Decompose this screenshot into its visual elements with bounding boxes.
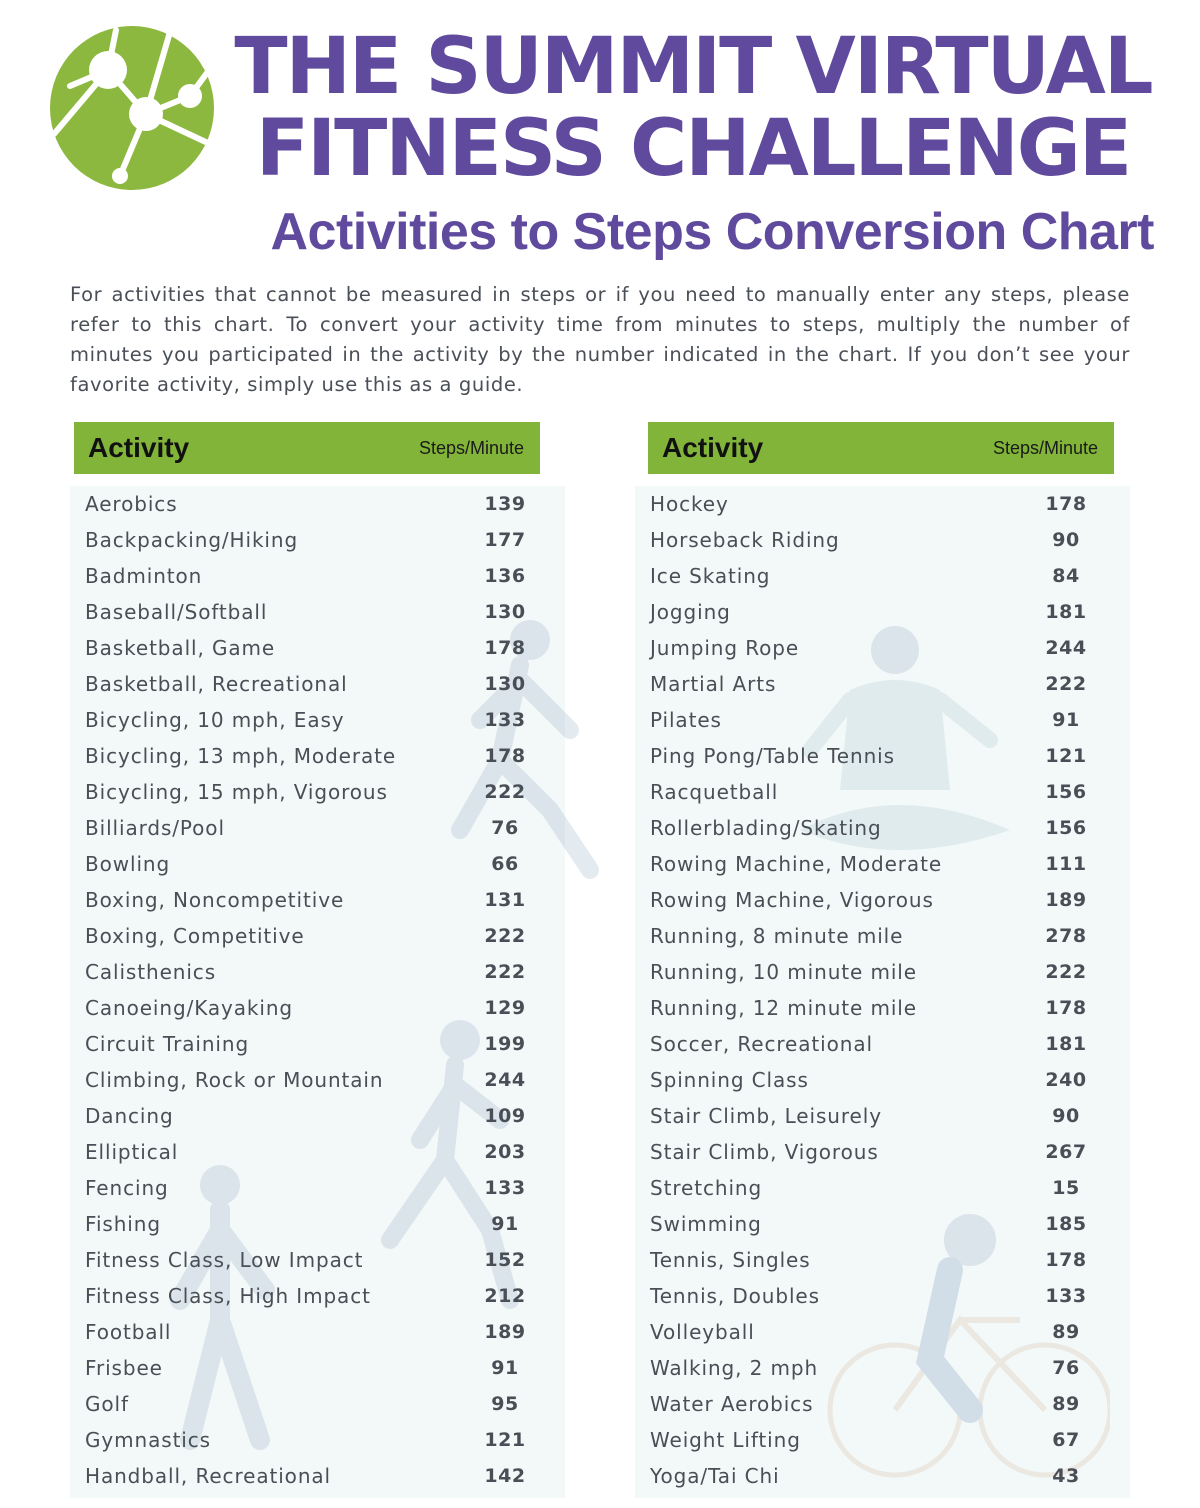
intro-paragraph: For activities that cannot be measured in steps or if you need to manually enter any steps, please refer to this chart. To convert your activity time from minutes to steps, multiply the number of minutes you participated in the activity by the number indicated in the chart. If you don’t see your favorite activity, simply use this as a guide. — [70, 283, 1130, 396]
activity-name: Fishing — [85, 1212, 161, 1236]
table-row — [72, 702, 542, 738]
steps-per-minute: 91 — [1052, 709, 1080, 731]
activity-name: Bicycling, 15 mph, Vigorous — [85, 780, 388, 804]
steps-per-minute: 177 — [484, 529, 526, 551]
steps-per-minute: 67 — [1052, 1429, 1080, 1451]
table-row — [72, 594, 542, 630]
activity-name: Badminton — [85, 564, 203, 588]
page-subtitle: Activities to Steps Conversion Chart — [270, 203, 1154, 261]
table-row — [72, 1170, 542, 1206]
steps-per-minute: 278 — [1045, 925, 1087, 947]
table-row — [646, 774, 1116, 810]
activity-name: Horseback Riding — [650, 528, 840, 552]
steps-per-minute: 178 — [484, 637, 526, 659]
table-row — [72, 1386, 542, 1422]
steps-per-minute: 142 — [484, 1465, 526, 1487]
activity-name: Dancing — [85, 1104, 174, 1128]
table-row — [646, 1170, 1116, 1206]
activity-name: Running, 12 minute mile — [650, 996, 917, 1020]
activity-name: Rollerblading/Skating — [650, 816, 882, 840]
steps-per-minute: 222 — [484, 961, 526, 983]
steps-per-minute: 185 — [1045, 1213, 1087, 1235]
table-row — [72, 1098, 542, 1134]
steps-per-minute: 84 — [1052, 565, 1080, 587]
table-row — [72, 1314, 542, 1350]
column-header-steps: Steps/Minute — [418, 437, 524, 458]
activity-name: Gymnastics — [85, 1428, 211, 1452]
table-row — [72, 1134, 542, 1170]
steps-per-minute: 133 — [1045, 1285, 1087, 1307]
steps-per-minute: 212 — [484, 1285, 526, 1307]
steps-per-minute: 111 — [1045, 853, 1087, 875]
column-header-steps: Steps/Minute — [992, 437, 1098, 458]
activity-name: Fitness Class, High Impact — [85, 1284, 371, 1308]
table-row — [646, 522, 1116, 558]
activity-name: Swimming — [650, 1212, 762, 1236]
steps-per-minute: 178 — [1045, 997, 1087, 1019]
activity-name: Yoga/Tai Chi — [650, 1464, 780, 1488]
table-row — [646, 594, 1116, 630]
steps-per-minute: 90 — [1052, 1105, 1080, 1127]
activity-name: Tennis, Singles — [650, 1248, 811, 1272]
activity-name: Canoeing/Kayaking — [85, 996, 294, 1020]
activity-name: Rowing Machine, Vigorous — [650, 888, 934, 912]
table-row — [72, 1422, 542, 1458]
activity-name: Soccer, Recreational — [650, 1032, 873, 1056]
steps-per-minute: 15 — [1052, 1177, 1080, 1199]
activity-name: Fencing — [85, 1176, 169, 1200]
activity-name: Backpacking/Hiking — [85, 528, 299, 552]
table-row — [646, 882, 1116, 918]
steps-per-minute: 89 — [1052, 1393, 1080, 1415]
steps-per-minute: 130 — [484, 673, 526, 695]
table-row — [646, 1350, 1116, 1386]
activity-name: Rowing Machine, Moderate — [650, 852, 943, 876]
steps-per-minute: 91 — [491, 1357, 519, 1379]
steps-per-minute: 95 — [491, 1393, 519, 1415]
steps-per-minute: 121 — [484, 1429, 526, 1451]
steps-per-minute: 199 — [484, 1033, 526, 1055]
steps-per-minute: 222 — [484, 781, 526, 803]
table-row — [72, 1458, 542, 1494]
steps-per-minute: 156 — [1045, 781, 1087, 803]
steps-per-minute: 133 — [484, 1177, 526, 1199]
steps-per-minute: 109 — [484, 1105, 526, 1127]
table-row — [72, 630, 542, 666]
activity-name: Stretching — [650, 1176, 763, 1200]
activity-name: Boxing, Competitive — [85, 924, 305, 948]
table-row — [646, 918, 1116, 954]
activity-name: Basketball, Game — [85, 636, 276, 660]
activity-name: Martial Arts — [650, 672, 777, 696]
steps-per-minute: 89 — [1052, 1321, 1080, 1343]
activity-name: Volleyball — [650, 1320, 755, 1344]
activity-name: Fitness Class, Low Impact — [85, 1248, 364, 1272]
activity-name: Pilates — [650, 708, 722, 732]
table-row — [72, 1278, 542, 1314]
steps-per-minute: 178 — [484, 745, 526, 767]
steps-per-minute: 267 — [1045, 1141, 1087, 1163]
activity-name: Climbing, Rock or Mountain — [85, 1068, 384, 1092]
table-row — [646, 954, 1116, 990]
table-row — [72, 1026, 542, 1062]
steps-per-minute: 222 — [1045, 673, 1087, 695]
activity-name: Tennis, Doubles — [650, 1284, 820, 1308]
column-header-activity: Activity — [662, 432, 764, 463]
activity-name: Golf — [85, 1392, 129, 1416]
activity-name: Aerobics — [85, 492, 178, 516]
steps-per-minute: 136 — [484, 565, 526, 587]
activity-name: Ping Pong/Table Tennis — [650, 744, 895, 768]
table-row — [646, 486, 1116, 522]
activity-name: Running, 10 minute mile — [650, 960, 917, 984]
steps-per-minute: 129 — [484, 997, 526, 1019]
table-row — [72, 810, 542, 846]
table-row — [72, 1242, 542, 1278]
table-row — [72, 522, 542, 558]
table-row — [72, 738, 542, 774]
steps-per-minute: 76 — [1052, 1357, 1080, 1379]
activity-name: Elliptical — [85, 1140, 179, 1164]
table-row — [646, 1314, 1116, 1350]
steps-per-minute: 43 — [1052, 1465, 1080, 1487]
activity-name: Jumping Rope — [650, 636, 800, 660]
table-row — [72, 918, 542, 954]
table-row — [646, 702, 1116, 738]
table-row — [72, 882, 542, 918]
steps-per-minute: 203 — [484, 1141, 526, 1163]
steps-per-minute: 133 — [484, 709, 526, 731]
steps-per-minute: 131 — [484, 889, 526, 911]
activity-name: Bicycling, 13 mph, Moderate — [85, 744, 397, 768]
steps-per-minute: 130 — [484, 601, 526, 623]
table-row — [646, 990, 1116, 1026]
table-row — [646, 810, 1116, 846]
table-row — [646, 1134, 1116, 1170]
activity-name: Stair Climb, Vigorous — [650, 1140, 879, 1164]
table-row — [72, 486, 542, 522]
summit-logo-icon — [50, 26, 214, 190]
steps-per-minute: 139 — [484, 493, 526, 515]
table-row — [646, 630, 1116, 666]
left-activity-table — [72, 420, 542, 1494]
activity-name: Walking, 2 mph — [650, 1356, 819, 1380]
table-row — [646, 738, 1116, 774]
activity-name: Billiards/Pool — [85, 816, 225, 840]
activity-name: Spinning Class — [650, 1068, 809, 1092]
activity-name: Water Aerobics — [650, 1392, 814, 1416]
activity-name: Jogging — [650, 600, 731, 624]
table-row — [646, 1026, 1116, 1062]
steps-per-minute: 189 — [1045, 889, 1087, 911]
table-row — [72, 1350, 542, 1386]
activity-name: Basketball, Recreational — [85, 672, 348, 696]
steps-per-minute: 178 — [1045, 1249, 1087, 1271]
activity-name: Racquetball — [650, 780, 779, 804]
table-row — [72, 774, 542, 810]
table-row — [646, 1206, 1116, 1242]
activity-name: Baseball/Softball — [85, 600, 268, 624]
steps-per-minute: 189 — [484, 1321, 526, 1343]
table-row — [72, 1062, 542, 1098]
table-row — [646, 1278, 1116, 1314]
activity-name: Circuit Training — [85, 1032, 250, 1056]
activity-name: Bowling — [85, 852, 171, 876]
steps-per-minute: 181 — [1045, 1033, 1087, 1055]
table-row — [646, 1458, 1116, 1494]
steps-per-minute: 222 — [484, 925, 526, 947]
table-row — [646, 1386, 1116, 1422]
activity-name: Bicycling, 10 mph, Easy — [85, 708, 345, 732]
steps-per-minute: 240 — [1045, 1069, 1087, 1091]
steps-per-minute: 152 — [484, 1249, 526, 1271]
activity-name: Hockey — [650, 492, 729, 516]
activity-name: Handball, Recreational — [85, 1464, 332, 1488]
steps-per-minute: 66 — [491, 853, 519, 875]
title-line-1: THE SUMMIT VIRTUAL — [234, 22, 1152, 112]
table-row — [646, 666, 1116, 702]
activity-name: Ice Skating — [650, 564, 771, 588]
activity-name: Boxing, Noncompetitive — [85, 888, 345, 912]
steps-per-minute: 181 — [1045, 601, 1087, 623]
table-header — [72, 420, 542, 476]
table-row — [72, 1206, 542, 1242]
left-table-rows — [72, 486, 542, 1494]
steps-per-minute: 121 — [1045, 745, 1087, 767]
steps-per-minute: 222 — [1045, 961, 1087, 983]
activity-name: Running, 8 minute mile — [650, 924, 904, 948]
table-row — [646, 1422, 1116, 1458]
steps-per-minute: 156 — [1045, 817, 1087, 839]
activity-name: Football — [85, 1320, 172, 1344]
table-row — [646, 846, 1116, 882]
steps-per-minute: 244 — [1045, 637, 1087, 659]
activity-name: Calisthenics — [85, 960, 217, 984]
right-activity-table — [646, 420, 1116, 1494]
right-table-rows — [646, 486, 1116, 1494]
steps-per-minute: 90 — [1052, 529, 1080, 551]
steps-per-minute: 178 — [1045, 493, 1087, 515]
title-line-2: FITNESS CHALLENGE — [255, 104, 1131, 194]
activity-name: Stair Climb, Leisurely — [650, 1104, 882, 1128]
table-row — [72, 666, 542, 702]
activity-name: Weight Lifting — [650, 1428, 801, 1452]
steps-per-minute: 91 — [491, 1213, 519, 1235]
table-row — [646, 1062, 1116, 1098]
table-row — [646, 558, 1116, 594]
steps-per-minute: 244 — [484, 1069, 526, 1091]
activity-name: Frisbee — [85, 1356, 163, 1380]
table-row — [72, 954, 542, 990]
table-header — [646, 420, 1116, 476]
table-row — [646, 1098, 1116, 1134]
table-row — [72, 990, 542, 1026]
column-header-activity: Activity — [88, 432, 190, 463]
table-row — [646, 1242, 1116, 1278]
table-row — [72, 558, 542, 594]
steps-per-minute: 76 — [491, 817, 519, 839]
table-row — [72, 846, 542, 882]
